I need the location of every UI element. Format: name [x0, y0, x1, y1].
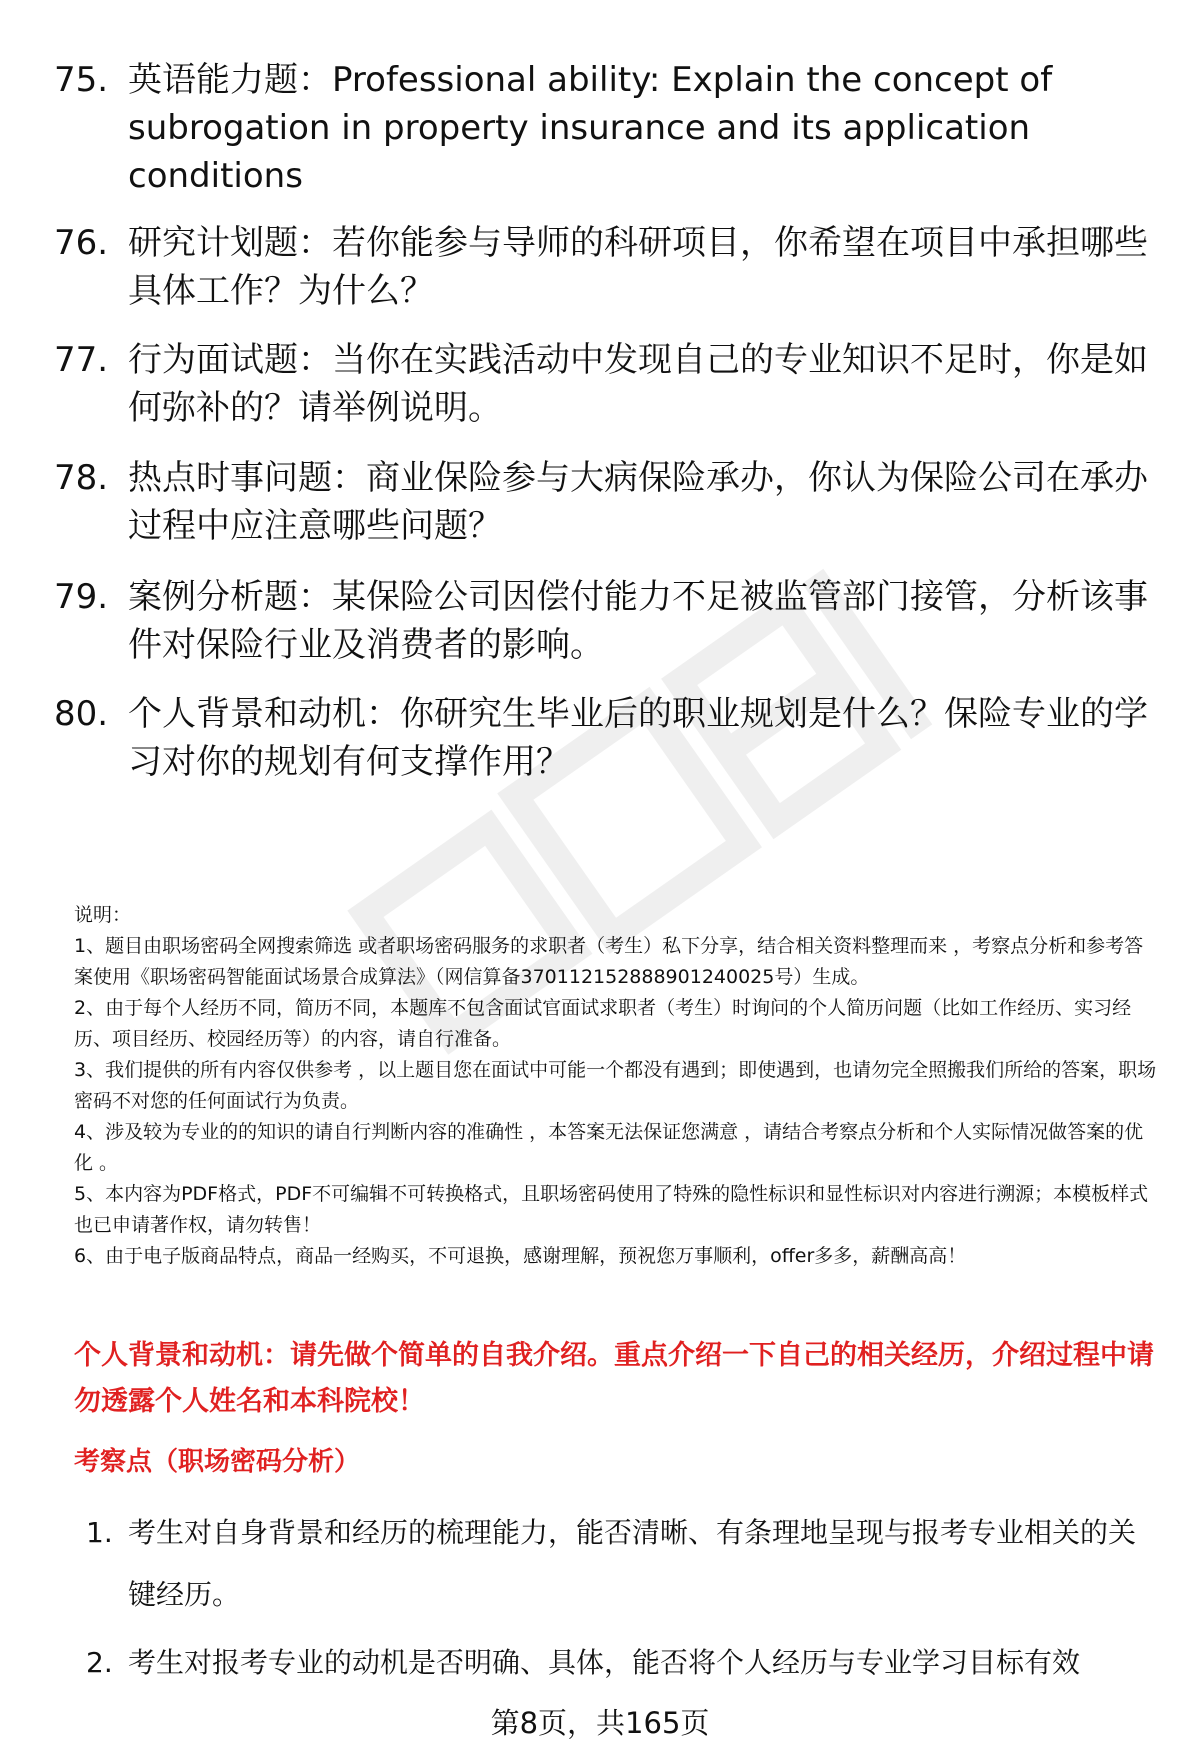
point-number: 2.: [86, 1646, 113, 1679]
notes-section: [74, 900, 1160, 1272]
question-item: [54, 336, 1154, 432]
question-item: [54, 690, 1154, 786]
question-item: [54, 56, 1154, 200]
question-text: 英语能力题：Professional ability: Explain the concept of subrogation in property insurance and its application conditions: [128, 60, 1053, 196]
point-number: 1.: [86, 1516, 113, 1549]
question-text: 研究计划题：若你能参与导师的科研项目，你希望在项目中承担哪些具体工作？为什么？: [128, 223, 1148, 311]
note-item: 4、涉及较为专业的的知识的请自行判断内容的准确性 ，本答案无法保证您满意 ，请结合考察点分析和个人实际情况做答案的优化 。: [74, 1121, 1144, 1174]
question-item: [54, 219, 1154, 315]
assessment-point: [86, 1632, 1146, 1694]
question-text: 案例分析题：某保险公司因偿付能力不足被监管部门接管，分析该事件对保险行业及消费者的影响。: [128, 577, 1148, 665]
question-text: 热点时事问题：商业保险参与大病保险承办，你认为保险公司在承办过程中应注意哪些问题？: [128, 458, 1148, 546]
assessment-heading: 考察点（职场密码分析）: [74, 1447, 361, 1477]
notes-title: 说明：: [74, 904, 132, 926]
note-item: 5、本内容为PDF格式，PDF不可编辑不可转换格式，且职场密码使用了特殊的隐性标识和显性标识对内容进行溯源；本模板样式也已申请著作权，请勿转售！: [74, 1183, 1149, 1236]
note-item: 3、我们提供的所有内容仅供参考 ，以上题目您在面试中可能一个都没有遇到；即使遇到，也请勿完全照搬我们所给的答案，职场密码不对您的任何面试行为负责。: [74, 1059, 1157, 1112]
question-item: [54, 573, 1154, 669]
assessment-point: [86, 1502, 1146, 1626]
point-text: 考生对自身背景和经历的梳理能力，能否清晰、有条理地呈现与报考专业相关的关键经历。: [128, 1516, 1137, 1611]
question-item: [54, 454, 1154, 550]
question-number: 80.: [54, 694, 109, 734]
question-text: 个人背景和动机：你研究生毕业后的职业规划是什么？保险专业的学习对你的规划有何支撑作用？: [128, 694, 1148, 782]
question-number: 77.: [54, 340, 109, 380]
question-number: 79.: [54, 577, 109, 617]
note-item: 6、由于电子版商品特点，商品一经购买，不可退换，感谢理解，预祝您万事顺利，offer多多，薪酬高高！: [74, 1245, 967, 1267]
question-text: 行为面试题：当你在实践活动中发现自己的专业知识不足时，你是如何弥补的？请举例说明。: [128, 340, 1148, 428]
point-text: 考生对报考专业的动机是否明确、具体，能否将个人经历与专业学习目标有效: [128, 1646, 1081, 1679]
highlight-question: 个人背景和动机：请先做个简单的自我介绍。重点介绍一下自己的相关经历，介绍过程中请勿透露个人姓名和本科院校！: [74, 1340, 1154, 1417]
note-item: 2、由于每个人经历不同，简历不同，本题库不包含面试官面试求职者（考生）时询问的个人简历问题（比如工作经历、实习经历、项目经历、校园经历等）的内容，请自行准备。: [74, 997, 1132, 1050]
page-footer: 第8页，共165页: [490, 1706, 710, 1740]
question-number: 75.: [54, 60, 109, 100]
note-item: 1、题目由职场密码全网搜索筛选 或者职场密码服务的求职者（考生）私下分享，结合相关资料整理而来 ，考察点分析和参考答案使用《职场密码智能面试场景合成算法》（网信算备370112152888901240025号）生成。: [74, 935, 1144, 988]
question-number: 76.: [54, 223, 109, 263]
question-number: 78.: [54, 458, 109, 498]
